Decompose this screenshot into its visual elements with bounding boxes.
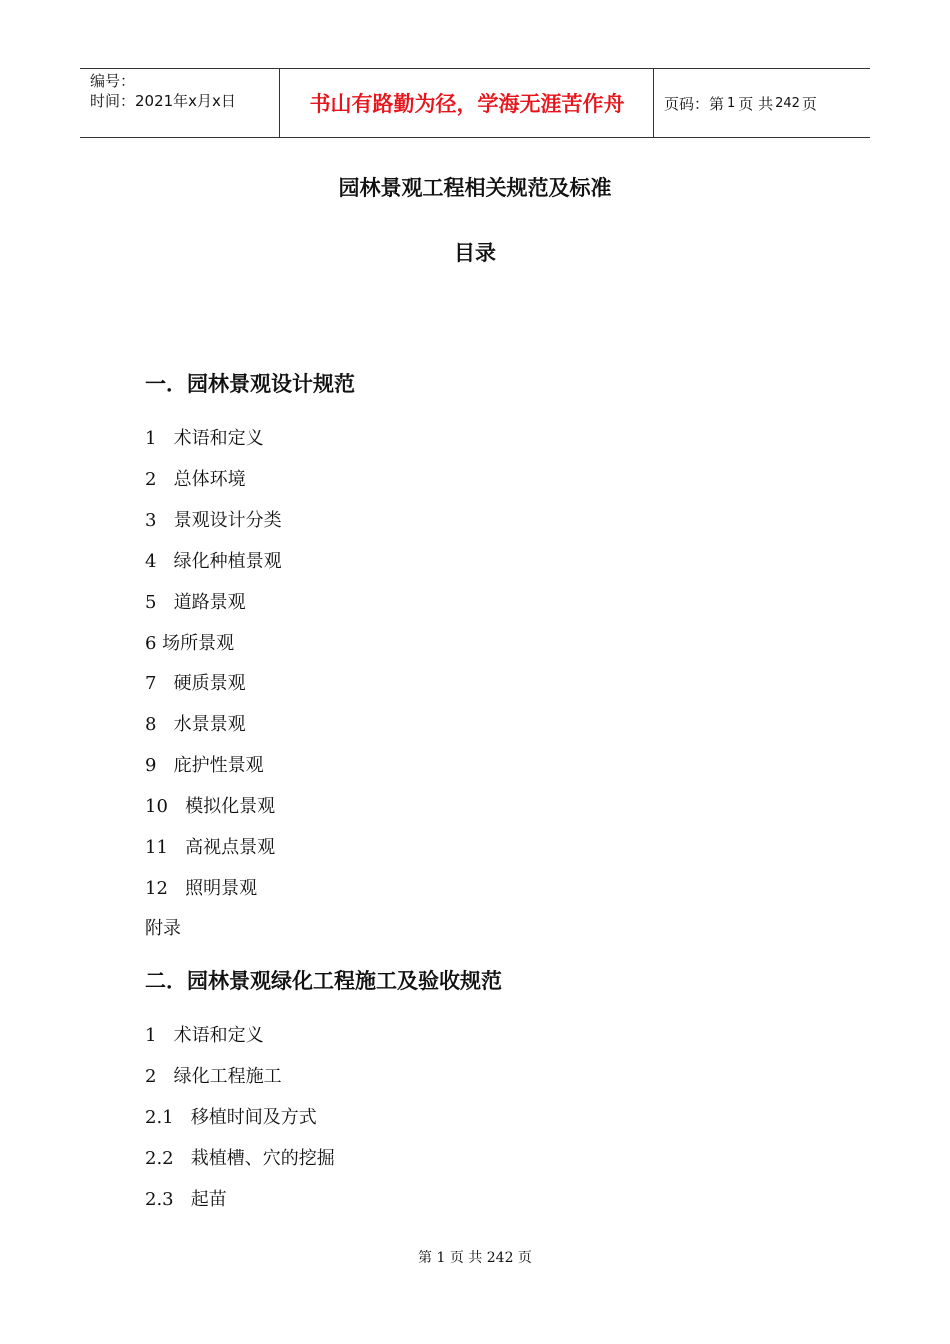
toc-item: 4 绿化种植景观 — [145, 551, 282, 572]
section-1-heading: 一．园林景观设计规范 — [145, 372, 355, 396]
toc-item: 9 庇护性景观 — [145, 755, 264, 776]
page-total: 242 — [775, 95, 800, 111]
page-prefix: 页码：第 — [664, 94, 725, 113]
toc-item: 8 水景景观 — [145, 714, 246, 735]
header-meta-cell — [80, 69, 280, 137]
toc-item: 3 景观设计分类 — [145, 510, 282, 531]
toc-item: 12 照明景观 — [145, 878, 258, 899]
toc-item: 10 模拟化景观 — [145, 796, 276, 817]
toc-item: 5 道路景观 — [145, 592, 246, 613]
toc-item: 2 绿化工程施工 — [145, 1066, 282, 1087]
page-mid: 页 共 — [738, 94, 774, 113]
time-label: 时间：2021年x月x日 — [90, 92, 236, 110]
toc-item: 6 场所景观 — [145, 633, 235, 654]
page-info-cell — [654, 69, 870, 137]
toc-title: 目录 — [454, 241, 496, 265]
header-table — [80, 68, 870, 138]
toc-item: 2 总体环境 — [145, 469, 246, 490]
toc-item: 附录 — [145, 918, 181, 939]
section-2-heading: 二．园林景观绿化工程施工及验收规范 — [145, 969, 502, 993]
motto-cell — [281, 69, 654, 137]
toc-item: 2.2 栽植槽、穴的挖掘 — [145, 1148, 335, 1169]
page-current: 1 — [727, 95, 736, 111]
toc-item: 1 术语和定义 — [145, 1025, 264, 1046]
document-title: 园林景观工程相关规范及标准 — [338, 176, 612, 200]
motto-text: 书山有路勤为径，学海无涯苦作舟 — [309, 92, 625, 116]
toc-item: 2.3 起苗 — [145, 1189, 227, 1210]
number-label: 编号： — [90, 72, 136, 90]
toc-item: 2.1 移植时间及方式 — [145, 1107, 317, 1128]
page-suffix: 页 — [801, 94, 817, 113]
page-footer: 第 1 页 共 242 页 — [418, 1250, 532, 1266]
toc-item: 11 高视点景观 — [145, 837, 276, 858]
toc-item: 7 硬质景观 — [145, 673, 246, 694]
toc-item: 1 术语和定义 — [145, 428, 264, 449]
